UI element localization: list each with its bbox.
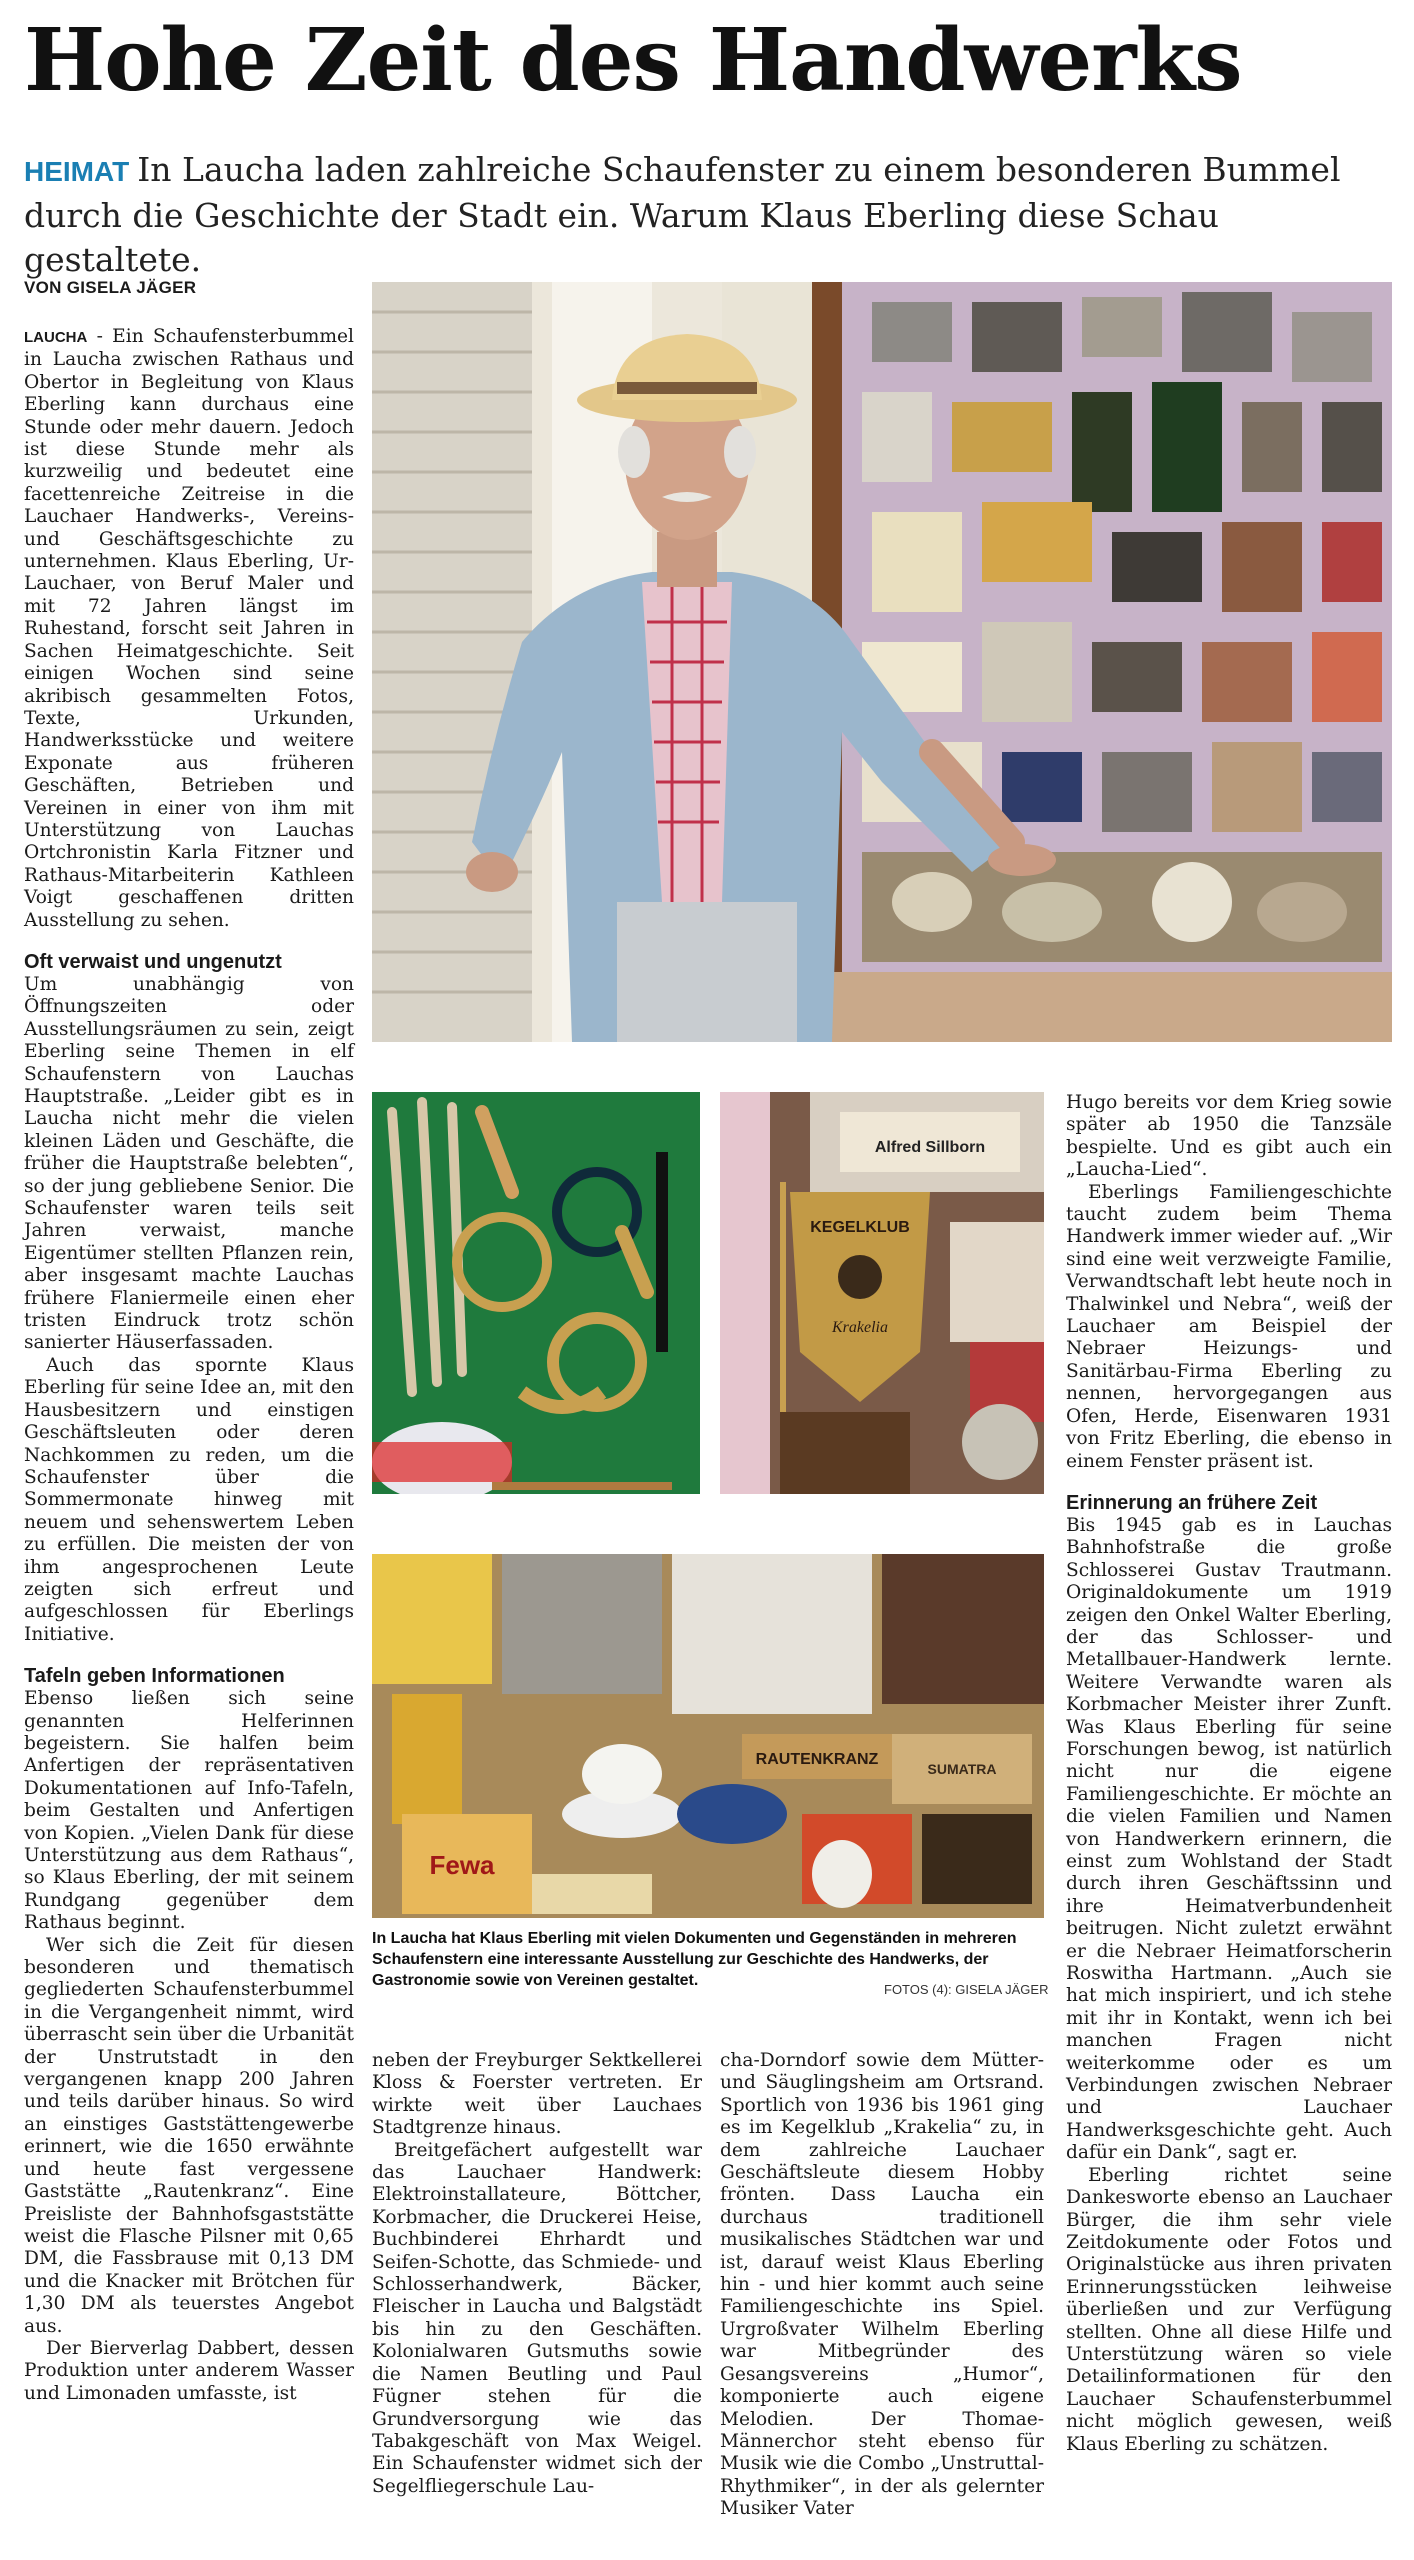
paragraph: cha-Dorndorf sowie dem Mütter- und Säuglingsheim am Ortsrand. Sportlich von 1936 bis 1961 ging es im Kegelklub „Krakelia“ zu, in dem zahlreiche Lauchaer Geschäftsleute diesem Hobby frönten. Dass Laucha ein durchaus traditionell musikalisches Städtchen war und ist, darauf weist Klaus Eberling hin - und hier kommt auch seine Familiengeschichte ins Spiel. Urgroßvater Wilhelm Eberling war Mitbegründer des Gesangsvereins „Humor“, komponierte auch eigene Melodien. Der Thomae-Männerchor steht ebenso für Musik wie die Combo „Unstruttal-Rhythmiker“, in der als gelernter Musiker Vater [720, 2050, 1044, 2520]
paragraph: neben der Freyburger Sektkellerei Kloss & Foerster vertreten. Er wirkte weit über Lauchaes Stadtgrenze hinaus. [372, 2050, 702, 2139]
deck-kicker: HEIMAT [24, 156, 130, 187]
paragraph [24, 326, 354, 932]
paragraph: Um unabhängig von Öffnungszeiten oder Ausstellungsräumen zu sein, zeigt Eberling seine Themen in elf Schaufenstern von Lauchas Hauptstraße. „Leider gibt es in Laucha nicht mehr die vielen kleinen Läden und Geschäfte, die früher die Hauptstraße belebten“, so der jung gebliebene Senior. Die Schaufenster waren teils seit Jahren verwaist, manche Eigentümer stellten Pflanzen rein, aber insgesamt machte Lauchas frühere Flaniermeile einen eher tristen Eindruck trotz schön sanierter Häuserfassaden. [24, 973, 354, 1354]
paragraph: Eberlings Familiengeschichte taucht zudem beim Thema Handwerk immer wieder auf. „Wir sind eine weit verzweigte Familie, Verwandtschaft lebt heute noch in Thalwinkel und Nebra“, weiß der Lauchaer am Beispiel der Nebraer Heizungs- und Sanitärbau-Firma Eberling zu nennen, hervorgegangen aus Ofen, Herde, Eisenwaren 1931 von Fritz Eberling, die ebenso in einem Fenster präsent ist. [1066, 1181, 1392, 1472]
kegelklub-illustration [720, 1092, 1044, 1494]
article-column-4 [1066, 1092, 1392, 2456]
subheading: Tafeln geben Informationen [24, 1665, 285, 1688]
shop-window-illustration [372, 1554, 1044, 1918]
kegelklub-photo [720, 1092, 1044, 1494]
article-column-2 [372, 2050, 702, 2498]
headline: Hohe Zeit des Handwerks [24, 10, 1242, 111]
paragraph: Hugo bereits vor dem Krieg sowie später ab 1950 die Tanzsäle bespielte. Und es gibt auch ein „Laucha-Lied“. [1066, 1092, 1392, 1181]
sumatra-label: SUMATRA [927, 1761, 997, 1777]
paragraph: Eberling richtet seine Dankesworte ebenso an Lauchaer Bürger, die ihm sehr viele Zeitdokumente oder Fotos und Originalstücke aus ihren privaten Erinnerungsstücken leihweise überließen und zur Verfügung stellten. Ohne all diese Hilfe und Unterstützung wären so viele Detailinformationen für den Lauchaer Schaufensterbummel nicht möglich gewesen, weiß Klaus Eberling zu schätzen. [1066, 2164, 1392, 2455]
sign-name: Alfred Sillborn [874, 1139, 986, 1156]
subheading: Erinnerung an frühere Zeit [1066, 1491, 1318, 1514]
main-photo [372, 282, 1392, 1042]
pennant-line-2: Krakelia [832, 1319, 888, 1336]
pennant-line-1: KEGELKLUB [810, 1219, 910, 1236]
article-column-3 [720, 2050, 1044, 2521]
subheading: Oft verwaist und ungenutzt [24, 950, 282, 973]
byline: VON GISELA JÄGER [24, 278, 197, 297]
photo-credit: FOTOS (4): GISELA JÄGER [884, 1982, 1049, 1997]
paragraph: Ebenso ließen sich seine genannten Helferinnen begeistern. Sie halfen beim Anfertigen der repräsentativen Dokumentationen auf Info-Tafeln, beim Gestalten und Anfertigen von Kopien. „Vielen Dank für diese Unterstützung aus dem Rathaus“, so Klaus Eberling, der mit seinem Rundgang gegenüber dem Rathaus beginnt. [24, 1688, 354, 1934]
paragraph-text: - Ein Schaufensterbummel in Laucha zwischen Rathaus und Obertor in Begleitung von Klaus Eberling kann durchaus eine Stunde oder mehr dauern. Jedoch ist diese Stunde mehr als kurzweilig und bedeutet eine facettenreiche Zeitreise in die Lauchaer Handwerks-, Vereins- und Geschäftsgeschichte zu unternehmen. Klaus Eberling, Ur-Lauchaer, von Beruf Maler und mit 72 Jahren längst im Ruhestand, forscht seit Jahren in Sachen Heimatgeschichte. Seit einigen Wochen sind seine akribisch gesammelten Fotos, Texte, Urkunden, Handwerksstücke und weitere Exponate aus früheren Geschäften, Betrieben und Vereinen in einer von ihm mit Unterstützung von Lauchas Ortchronistin Karla Fitzner und Rathaus-Mitarbeiterin Kathleen Voigt geschaffenen dritten Ausstellung zu sehen. [24, 326, 354, 931]
paragraph: Bis 1945 gab es in Lauchas Bahnhofstraße die große Schlosserei Gustav Trautmann. Originaldokumente um 1919 zeigen den Onkel Walter Eberling, der das Schlosser- und Metallbauer-Handwerk lernte. Weitere Verwandte waren als Korbmacher Meister ihrer Zunft. Was Klaus Eberling für seine Forschungen bewog, ist natürlich nicht nur die eigene Familiengeschichte. Er möchte an die vielen Familien und Namen von Handwerkern erinnern, die einst zum Wohlstand der Stadt durch ihren Geschäftssinn und ihre Heimatverbundenheit beitrugen. Nicht zuletzt erwähnt er die Nebraer Heimatforscherin Roswitha Hartmann. „Auch sie hat mich inspiriert, und ich stehe mit ihr in Kontakt, wenn ich bei manchen Fragen nicht weiterkomme oder es um Verbindungen zwischen Nebraer und Lauchaer Handwerksgeschichte geht. Auch dafür ein Dank“, sagt er. [1066, 1514, 1392, 2164]
photo-caption: In Laucha hat Klaus Eberling mit vielen Dokumenten und Gegenständen in mehreren Schaufenstern eine interessante Ausstellung zur Geschichte des Handwerks, der Gastronomie sowie von Vereinen gestaltet. [372, 1930, 1017, 1989]
paragraph: Der Bierverlag Dabbert, dessen Produktion unter anderem Wasser und Limonaden umfasste, ist [24, 2337, 354, 2404]
deck [24, 148, 1394, 282]
instruments-illustration [372, 1092, 700, 1494]
article-column-1 [24, 326, 354, 2405]
box-label: RAUTENKRANZ [755, 1751, 879, 1768]
shop-window-photo [372, 1554, 1044, 1918]
dateline: LAUCHA [24, 329, 88, 346]
deck-text: In Laucha laden zahlreiche Schaufenster zu einem besonderen Bummel durch die Geschichte der Stadt ein. Warum Klaus Eberling diese Schau gestaltete. [24, 150, 1341, 279]
paragraph: Auch das spornte Klaus Eberling für seine Idee an, mit den Hausbesitzern und einstigen Geschäftsleuten oder deren Nachkommen zu reden, um die Schaufenster über die Sommermonate hinweg mit neuem und sehenswertem Leben zu erfüllen. Die meisten der von ihm angesprochenen Leute zeigten sich erfreut und aufgeschlossen für Eberlings Initiative. [24, 1354, 354, 1645]
man-at-window-illustration [372, 282, 1392, 1042]
fewa-label: Fewa [429, 1850, 495, 1880]
paragraph: Wer sich die Zeit für diesen besonderen und thematisch gegliederten Schaufensterbummel in die Vergangenheit nimmt, wird überrascht sein über die Urbanität der Unstrutstadt in den vergangenen knapp 200 Jahren und teils darüber hinaus. So wird an einstiges Gaststättengewerbe erinnert, wie die 1650 erwähnte und heute fast vergessene Gaststätte „Rautenkranz“. Eine Preisliste der Bahnhofsgaststätte weist die Flasche Pilsner mit 0,65 DM, die Fassbrause mit 0,13 DM und die Knacker mit Brötchen für 1,30 DM als teuerstes Angebot aus. [24, 1934, 354, 2337]
instruments-photo [372, 1092, 700, 1494]
paragraph: Breitgefächert aufgestellt war das Lauchaer Handwerk: Elektroinstallateure, Böttcher, Korbmacher, die Druckerei Heise, Buchbinderei Ehrhardt und Seifen-Schotte, das Schmiede- und Schlosserhandwerk, Bäcker, Fleischer in Laucha und Balgstädt bis hin zu den Geschäften. Kolonialwaren Gutsmuths sowie die Namen Beutling und Paul Fügner stehen für die Grundversorgung wie das Tabakgeschäft von Max Weigel. Ein Schaufenster widmet sich der Segelfliegerschule Lau- [372, 2139, 702, 2497]
